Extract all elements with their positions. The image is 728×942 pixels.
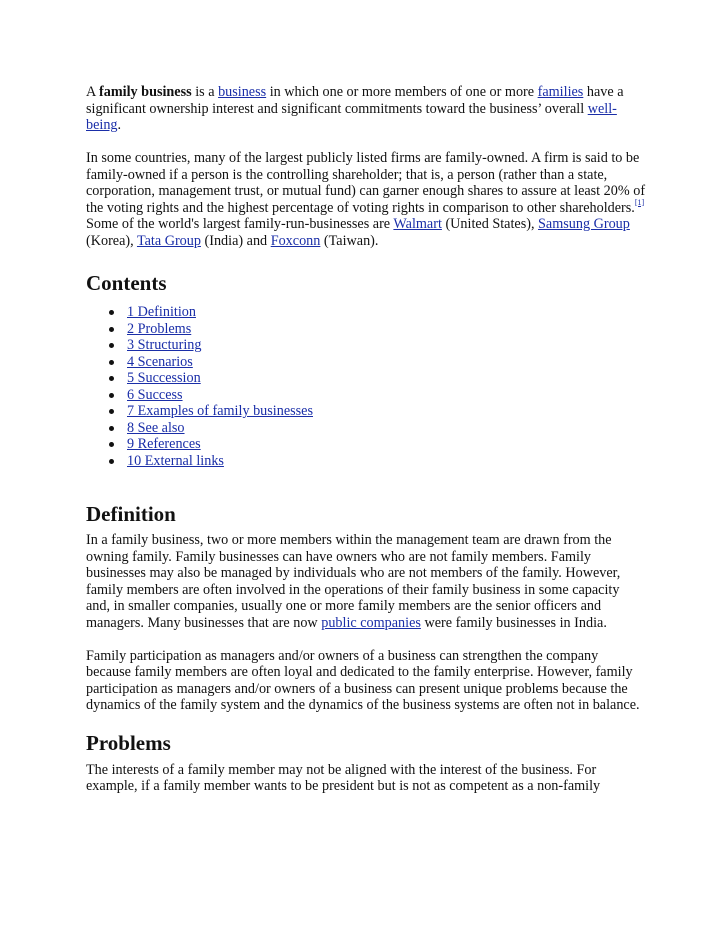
bold-term: family business: [99, 84, 192, 100]
toc-link-see-also[interactable]: 8 See also: [127, 419, 185, 436]
link-business[interactable]: business: [218, 84, 267, 100]
link-well-being[interactable]: well-being: [86, 100, 617, 133]
toc-link-external-links[interactable]: 10 External links: [127, 452, 224, 469]
text: .: [117, 117, 122, 133]
reference-link-1[interactable]: [1]: [634, 197, 645, 207]
link-families[interactable]: families: [537, 84, 584, 100]
bullet-icon: [109, 360, 114, 365]
text: were family businesses in India.: [420, 614, 607, 631]
toc-link-success[interactable]: 6 Success: [127, 386, 183, 403]
bullet-icon: [109, 310, 114, 315]
definition-heading: Definition: [86, 502, 176, 526]
text: is a: [191, 84, 219, 100]
toc-link-structuring[interactable]: 3 Structuring: [127, 337, 202, 353]
toc-link-succession[interactable]: 5 Succession: [127, 370, 201, 386]
intro-paragraph-3: [86, 216, 646, 249]
problems-heading: Problems: [86, 730, 171, 755]
link-tata-group[interactable]: Tata Group: [136, 232, 201, 249]
toc-link-references[interactable]: 9 References: [127, 436, 201, 452]
problems-paragraph-1: The interests of a family member may not be aligned with the interest of the business. For example, if a family member wants to be president but is not as competent as a non-family: [86, 761, 601, 794]
text: (India) and: [200, 232, 271, 249]
text: In some countries, many of the largest publicly listed firms are family-owned. A firm is said to be family-owned if a person is the controlling shareholder; that is, a person (rather than a state, corporation, management trust, or mutual fund) can garner enough shares to assure at least 20% of the voting rights and the highest percentage of voting rights in comparison to other shareholders.: [86, 150, 646, 216]
article-body: [86, 84, 646, 795]
toc-link-examples[interactable]: 7 Examples of family businesses: [127, 403, 313, 419]
toc-item: [86, 321, 646, 338]
bullet-icon: [109, 343, 114, 348]
bullet-icon: [109, 459, 114, 464]
text: Some of the world's largest family-run-businesses are: [86, 216, 394, 232]
toc-item: [86, 354, 646, 371]
link-walmart[interactable]: Walmart: [393, 216, 442, 232]
toc-item: [86, 403, 646, 420]
bullet-icon: [109, 393, 114, 398]
bullet-icon: [109, 409, 114, 414]
text: A: [86, 84, 100, 100]
bullet-icon: [109, 442, 114, 447]
toc-link-definition[interactable]: 1 Definition: [127, 304, 196, 320]
link-samsung-group[interactable]: Samsung Group: [538, 216, 630, 232]
intro-paragraph-1: [86, 84, 646, 134]
link-foxconn[interactable]: Foxconn: [270, 232, 321, 249]
spacer: [86, 134, 646, 151]
table-of-contents: [86, 304, 646, 469]
toc-item: [86, 436, 646, 453]
definition-paragraph-2: Family participation as managers and/or owners of a business can strengthen the company because family members are often loyal and dedicated to the family enterprise. However, family participation as managers and/or owners of a business can present unique problems because the dynamics of the family system and the dynamics of the business systems are often not in balance.: [86, 647, 640, 713]
toc-item: [86, 370, 646, 387]
toc-item: [86, 304, 646, 321]
text: have a significant ownership interest and significant commitments toward the business’ overall: [86, 84, 624, 117]
text: (United States),: [441, 216, 539, 232]
contents-heading: Contents: [86, 271, 167, 295]
bullet-icon: [109, 426, 114, 431]
toc-item: [86, 337, 646, 354]
toc-item: [86, 387, 646, 404]
text: In a family business, two or more members within the management team are drawn from the owning family. Family businesses can have owners who are not family members. Family businesses may also be managed by individuals who are not members of the family. However, family members are often involved in the operations of their family business in some capacity and, in smaller companies, usually one or more family members are the senior officers and managers. Many businesses that are now: [86, 532, 621, 631]
text: (Taiwan).: [320, 232, 379, 249]
bullet-icon: [109, 376, 114, 381]
definition-paragraph-1: [86, 532, 646, 631]
text: in which one or more members of one or more: [266, 84, 538, 100]
intro-paragraph-2: [86, 150, 646, 216]
link-public-companies[interactable]: public companies: [321, 614, 421, 631]
toc-link-scenarios[interactable]: 4 Scenarios: [127, 353, 193, 370]
toc-link-problems[interactable]: 2 Problems: [127, 320, 192, 337]
toc-item: [86, 453, 646, 470]
spacer: [86, 631, 646, 648]
text: (Korea),: [86, 232, 137, 249]
toc-item: [86, 420, 646, 437]
bullet-icon: [109, 327, 114, 332]
